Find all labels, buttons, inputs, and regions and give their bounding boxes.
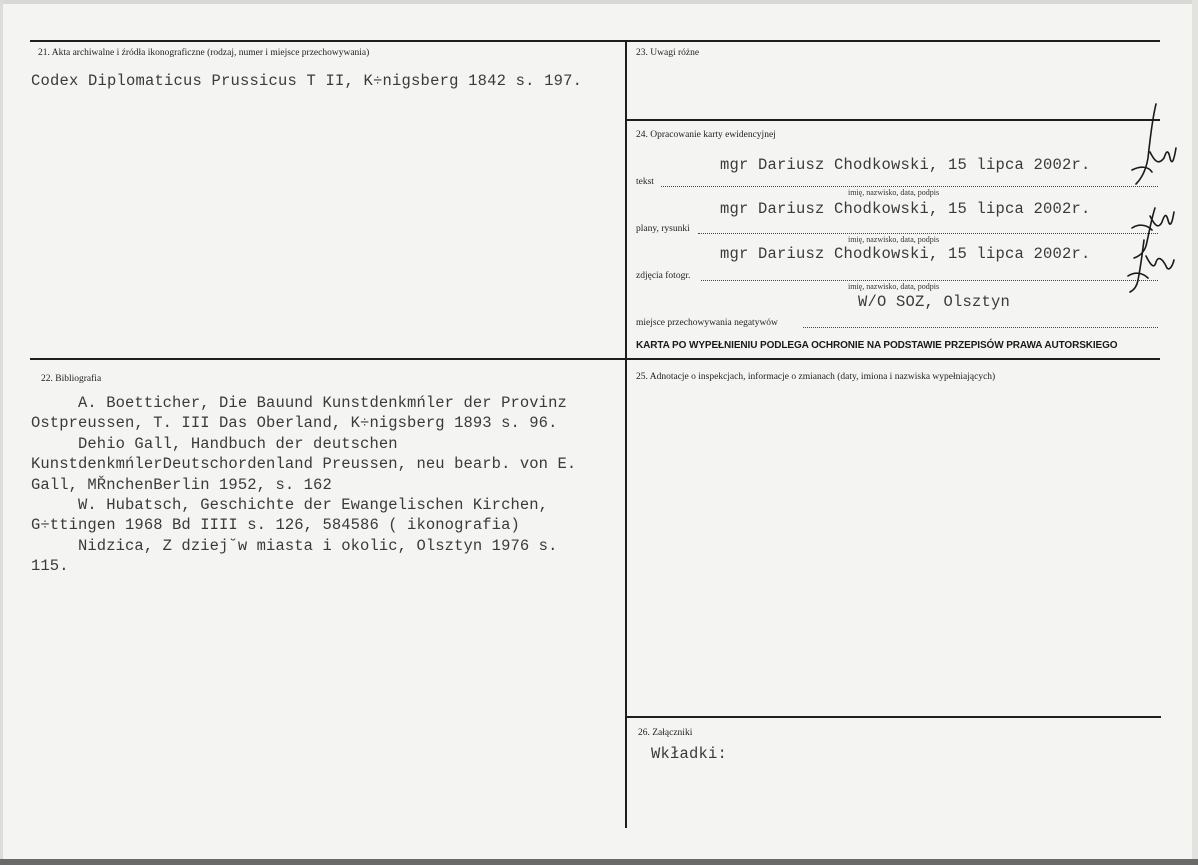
field26-label: 26. Załączniki [638, 728, 693, 738]
bibliography-line: Nidzica, Z dziej˘w miasta i okolic, Olsztyn 1976 s. [31, 536, 558, 555]
field24-plans-value: mgr Dariusz Chodkowski, 15 lipca 2002r. [720, 200, 1091, 218]
field24-text-label: tekst [636, 177, 654, 187]
bibliography-line: G÷ttingen 1968 Bd IIII s. 126, 584586 ( ikonografia) [31, 516, 520, 535]
field24-text-value: mgr Dariusz Chodkowski, 15 lipca 2002r. [720, 156, 1091, 174]
copyright-notice: KARTA PO WYPEŁNIENIU PODLEGA OCHRONIE NA PODSTAWIE PRZEPISÓW PRAWA AUTORSKIEGO [636, 340, 1118, 351]
field21-value: Codex Diplomaticus Prussicus T II, K÷nigsberg 1842 s. 197. [31, 72, 583, 90]
bibliography-list [31, 393, 621, 577]
field24-plans-label: plany, rysunki [636, 224, 690, 234]
field22-label: 22. Bibliografia [41, 374, 102, 384]
page-edge-left [0, 0, 3, 865]
top-rule [30, 40, 1160, 42]
field24-text-dotted-line [661, 185, 1158, 187]
page-edge-right [1192, 0, 1198, 865]
center-vertical-rule [625, 40, 627, 828]
bibliography-line: Dehio Gall, Handbuch der deutschen [31, 434, 398, 453]
bibliography-line: W. Hubatsch, Geschichte der Ewangelischen Kirchen, [31, 496, 549, 515]
field24-photos-label: zdjęcia fotogr. [636, 271, 691, 281]
field23-label: 23. Uwagi różne [636, 48, 700, 58]
middle-rule [30, 358, 1160, 360]
field24-photos-hint: imię, nazwisko, data, podpis [848, 282, 940, 291]
field24-photos-dotted-line [701, 279, 1158, 281]
signature-mark [1122, 100, 1178, 295]
field24-negatives-label: miejsce przechowywania negatywów [636, 318, 778, 328]
field24-negatives-dotted-line [803, 326, 1158, 328]
bibliography-line: Ostpreussen, T. III Das Oberland, K÷nigsberg 1893 s. 96. [31, 414, 558, 433]
field26-value: Wkładki: [651, 745, 728, 763]
field24-text-hint: imię, nazwisko, data, podpis [848, 188, 940, 197]
field24-plans-dotted-line [698, 232, 1158, 234]
page-edge-bottom [0, 859, 1198, 865]
page-edge-top [0, 0, 1198, 4]
bibliography-line: 115. [31, 557, 69, 576]
bibliography-line: Gall, MŘnchenBerlin 1952, s. 162 [31, 475, 332, 494]
field23-bottom-rule [626, 119, 1160, 121]
bibliography-line: KunstdenkmńlerDeutschordenland Preussen, neu bearb. von E. [31, 455, 577, 474]
field21-label: 21. Akta archiwalne i źródła ikonograficzne (rodzaj, numer i miejsce przechowywania) [38, 48, 370, 58]
field25-bottom-rule [626, 716, 1161, 718]
bibliography-line: A. Boetticher, Die Bauund Kunstdenkmńler der Provinz [31, 394, 567, 412]
field24-negatives-value: W/O SOZ, Olsztyn [858, 293, 1011, 311]
field24-label: 24. Opracowanie karty ewidencyjnej [636, 130, 776, 140]
field25-label: 25. Adnotacje o inspekcjach, informacje o zmianach (daty, imiona i nazwiska wypełniających) [636, 372, 996, 382]
field24-photos-value: mgr Dariusz Chodkowski, 15 lipca 2002r. [720, 245, 1091, 263]
field24-plans-hint: imię, nazwisko, data, podpis [848, 235, 940, 244]
